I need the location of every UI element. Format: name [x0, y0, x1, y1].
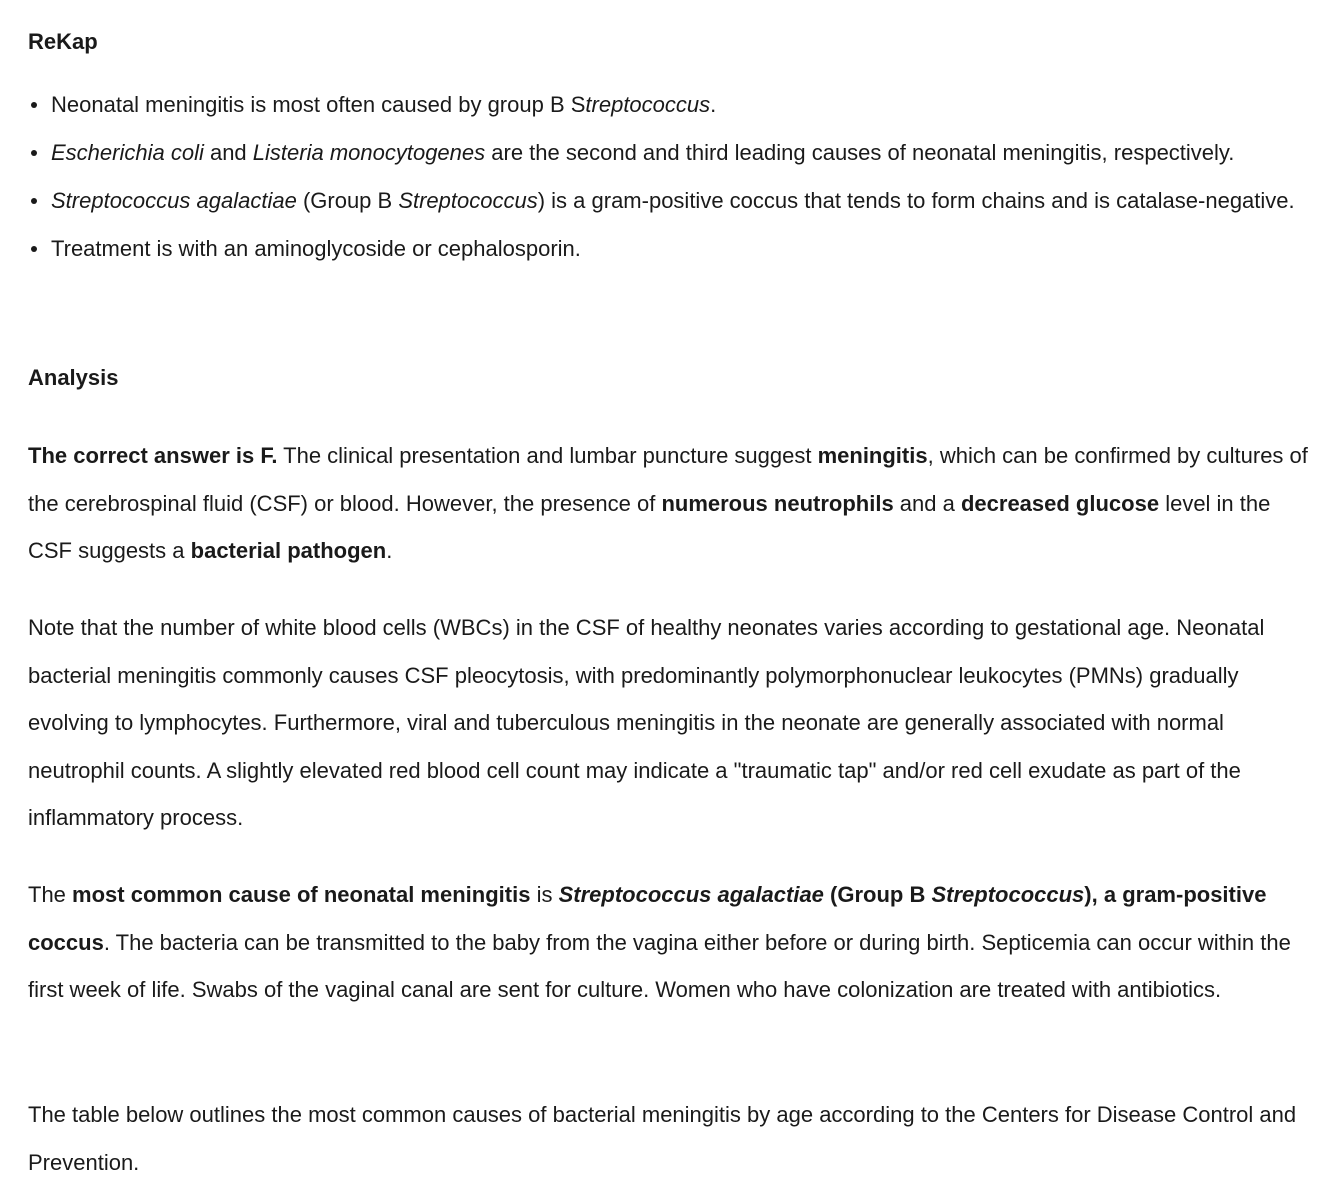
analysis-paragraph-answer: The correct answer is F. The clinical presentation and lumbar puncture suggest meningitis, which can be confirmed by cultures of the cerebrospinal fluid (CSF) or blood. However, the presence of numerous neutrophils and a decreased glucose level in the CSF suggests a bacterial pathogen.	[28, 443, 1308, 563]
list-item: Escherichia coli and Listeria monocytogenes are the second and third leading causes of neonatal meningitis, respectively.	[28, 136, 1318, 169]
list-item: Streptococcus agalactiae (Group B Streptococcus) is a gram-positive coccus that tends to form chains and is catalase-negative.	[28, 184, 1318, 217]
list-item: Neonatal meningitis is most often caused by group B Streptococcus.	[28, 88, 1318, 121]
analysis-paragraph-table-intro: The table below outlines the most common causes of bacterial meningitis by age according to the Centers for Disease Control and Prevention.	[28, 1102, 1297, 1175]
recap-bullet-list	[28, 88, 1318, 280]
list-item: Treatment is with an aminoglycoside or cephalosporin.	[28, 232, 1318, 265]
analysis-paragraph-cause: The most common cause of neonatal meningitis is Streptococcus agalactiae (Group B Streptococcus), a gram-positive coccus. The bacteria can be transmitted to the baby from the vagina either before or during birth. Septicemia can occur within the first week of life. Swabs of the vaginal canal are sent for culture. Women who have colonization are treated with antibiotics.	[28, 882, 1291, 1002]
recap-heading: ReKap	[28, 29, 98, 54]
analysis-paragraph-note: Note that the number of white blood cells (WBCs) in the CSF of healthy neonates varies according to gestational age. Neonatal bacterial meningitis commonly causes CSF pleocytosis, with predominantly polymorphonuclear leukocytes (PMNs) gradually evolving to lymphocytes. Furthermore, viral and tuberculous meningitis in the neonate are generally associated with normal neutrophil counts. A slightly elevated red blood cell count may indicate a "traumatic tap" and/or red cell exudate as part of the inflammatory process.	[28, 615, 1265, 830]
analysis-heading: Analysis	[28, 365, 119, 390]
